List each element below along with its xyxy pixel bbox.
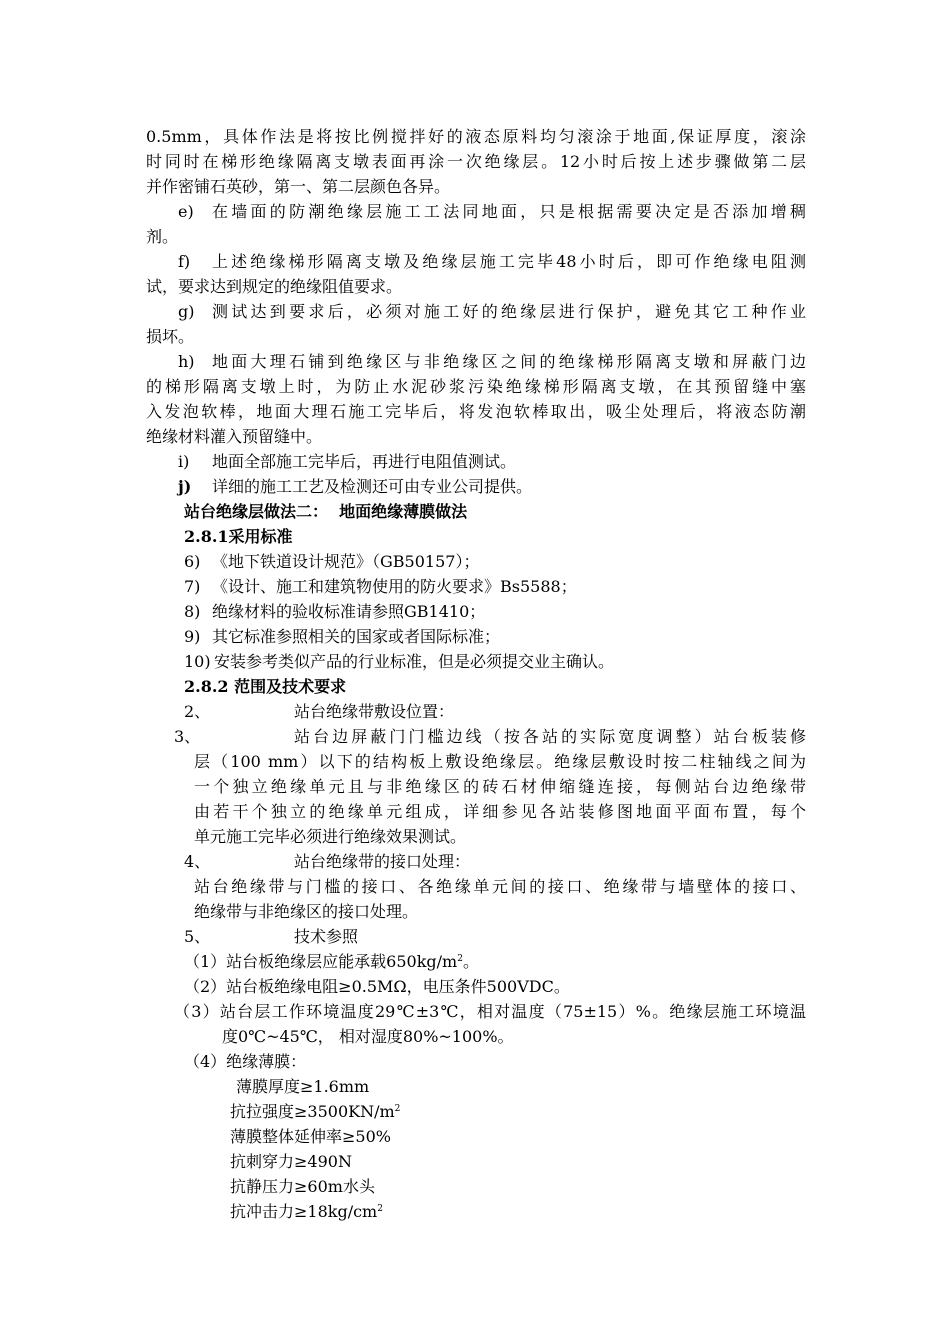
item-text: 站台绝缘带与门槛的接口、各绝缘单元间的接口、绝缘带与墙壁体的接口、 [194,877,806,896]
list-item-text: 地面全部施工完毕后，再进行电阻值测试。 [212,452,517,471]
paragraph-line: 时同时在梯形绝缘隔离支墩表面再涂一次绝缘层。12小时后按上述步骤做第二层 [146,152,806,171]
standard-text: 绝缘材料的验收标准请参照GB1410； [212,602,486,621]
film-spec: 抗静压力≥60m水头 [230,1177,375,1196]
list-item-number: j) [178,477,192,496]
item-text: 绝缘带与非绝缘区的接口处理。 [194,902,419,921]
standard-number: 9) [184,627,201,646]
list-item-number: g) [178,302,195,321]
item-number: 2、 [184,702,211,721]
list-item-text: 测试达到要求后，必须对施工好的绝缘层进行保护，避免其它工种作业 [212,302,806,321]
film-spec: 抗刺穿力≥490N [230,1152,352,1171]
standard-number: 6) [184,552,201,571]
list-item-number: h) [178,352,195,371]
standard-text: 其它标准参照相关的国家或者国际标准； [212,627,501,646]
list-item-text: 损坏。 [146,327,195,346]
film-spec: 薄膜整体延伸率≥50% [230,1127,391,1146]
tech-spec-line: （2）站台板绝缘电阻≥0.5MΩ，电压条件500VDC。 [184,977,570,996]
section-heading: 站台绝缘层做法二： 地面绝缘薄膜做法 [184,502,468,521]
item-text: 站台绝缘带敷设位置： [294,702,455,721]
paragraph-line: 0.5mm，具体作法是将按比例搅拌好的液态原料均匀滚涂于地面,保证厚度，滚涂 [146,127,806,146]
tech-spec-line: （1）站台板绝缘层应能承载$650kg/m^2$。 [184,952,479,971]
tech-spec-line: （4）绝缘薄膜： [184,1052,307,1071]
list-item-text: 剂。 [146,227,179,246]
item-number: 5、 [184,927,211,946]
item-text: 站台绝缘带的接口处理： [294,852,471,871]
item-text: 技术参照 [294,927,359,946]
item-text: 层（100 mm）以下的结构板上敷设绝缘层。绝缘层敷设时按二柱轴线之间为 [194,752,806,771]
standard-number: 7) [184,577,201,596]
tech-spec-line: （3）站台层工作环境温度29℃±3℃，相对温度（75±15）%。绝缘层施工环境温 [174,1002,806,1021]
film-spec: 薄膜厚度≥1.6mm [236,1077,370,1096]
standard-text: 安装参考类似产品的行业标准，但是必须提交业主确认。 [214,652,615,671]
list-item-number: e) [178,202,194,221]
list-item-number: i) [178,452,190,471]
item-text: 一个独立绝缘单元且与非绝缘区的砖石材伸缩缝连接，每侧站台边绝缘带 [194,777,806,796]
list-item-text: 的梯形隔离支墩上时，为防止水泥砂浆污染绝缘梯形隔离支墩，在其预留缝中塞 [146,377,806,396]
list-item-text: 绝缘材料灌入预留缝中。 [146,427,323,446]
item-number: 3、 [174,727,201,746]
list-item-text: 上述绝缘梯形隔离支墩及绝缘层施工完毕48小时后，即可作绝缘电阻测 [212,252,806,271]
standard-number: 8) [184,602,201,621]
film-spec: 抗拉强度$\ge 3500KN/m^2$ [230,1102,401,1121]
section-heading: 2.8.1采用标准 [184,527,293,546]
tech-spec-line: 度0℃~45℃， 相对湿度80%~100%。 [222,1027,514,1046]
list-item-text: 详细的施工工艺及检测还可由专业公司提供。 [212,477,533,496]
film-spec: 抗冲击力$\ge 18kg/cm^2$ [230,1202,383,1221]
standard-text: 《设计、施工和建筑物使用的防火要求》Bs5588； [212,577,577,596]
list-item-text: 入发泡软棒，地面大理石施工完毕后，将发泡软棒取出，吸尘处理后，将液态防潮 [146,402,806,421]
paragraph-line: 并作密铺石英砂，第一、第二层颜色各异。 [146,177,451,196]
standard-number: 10) [184,652,211,671]
section-heading: 2.8.2 范围及技术要求 [184,677,347,696]
list-item-number: f) [178,252,191,271]
item-text: 站台边屏蔽门门槛边线（按各站的实际宽度调整）站台板装修 [294,727,806,746]
item-text: 由若干个独立的绝缘单元组成，详细参见各站装修图地面平面布置，每个 [194,802,806,821]
list-item-text: 试，要求达到规定的绝缘阻值要求。 [146,277,403,296]
list-item-text: 在墙面的防潮绝缘层施工工法同地面，只是根据需要决定是否添加增稠 [212,202,806,221]
standard-text: 《地下铁道设计规范》（GB50157）； [212,552,480,571]
item-number: 4、 [184,852,211,871]
item-text: 单元施工完毕必须进行绝缘效果测试。 [194,827,467,846]
list-item-text: 地面大理石铺到绝缘区与非绝缘区之间的绝缘梯形隔离支墩和屏蔽门边 [212,352,806,371]
